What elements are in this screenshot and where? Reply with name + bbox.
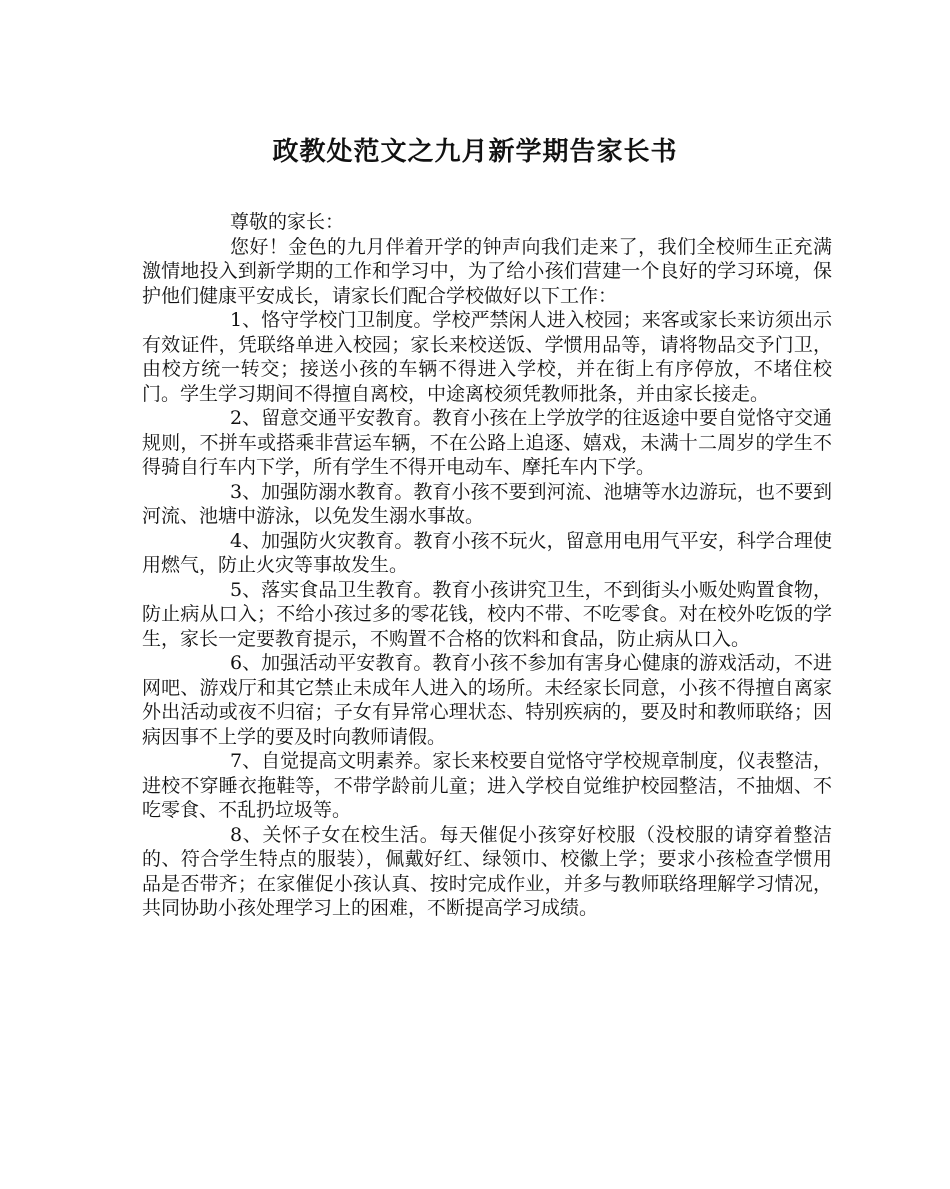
paragraph-item-5: 5、落实食品卫生教育。教育小孩讲究卫生，不到街头小贩处购置食物，防止病从口入；不给小孩过多的零花钱，校内不带、不吃零食。对在校外吃饭的学生，家长一定要教育提示，不购置不合格的饮料和食品，防止病从口入。 xyxy=(142,578,832,650)
paragraph-item-8: 8、关怀子女在校生活。每天催促小孩穿好校服（没校服的请穿着整洁的、符合学生特点的服装），佩戴好红、绿领巾、校徽上学；要求小孩检查学惯用品是否带齐；在家催促小孩认真、按时完成作业，并多与教师联络理解学习情况，共同协助小孩处理学习上的困难，不断提高学习成绩。 xyxy=(142,823,832,919)
document-title: 政教处范文之九月新学期告家长书 xyxy=(272,137,678,167)
paragraph-greeting: 您好！金色的九月伴着开学的钟声向我们走来了，我们全校师生正充满激情地投入到新学期的工作和学习中，为了给小孩们营建一个良好的学习环境，保护他们健康平安成长，请家长们配合学校做好以下工作： xyxy=(142,235,832,307)
paragraph-item-4: 4、加强防火灾教育。教育小孩不玩火，留意用电用气平安，科学合理使用燃气，防止火灾等事故发生。 xyxy=(142,529,832,576)
document-body xyxy=(142,210,832,921)
paragraph-item-7: 7、自觉提高文明素养。家长来校要自觉恪守学校规章制度，仪表整洁，进校不穿睡衣拖鞋等，不带学龄前儿童；进入学校自觉维护校园整洁，不抽烟、不吃零食、不乱扔垃圾等。 xyxy=(142,750,832,821)
paragraph-item-6: 6、加强活动平安教育。教育小孩不参加有害身心健康的游戏活动，不进网吧、游戏厅和其它禁止未成年人进入的场所。未经家长同意，小孩不得擅自离家外出活动或夜不归宿；子女有异常心理状态、特别疾病的，要及时和教师联络；因病因事不上学的要及时向教师请假。 xyxy=(142,652,832,748)
salutation: 尊敬的家长： xyxy=(230,211,345,233)
paragraph-item-1: 1、恪守学校门卫制度。学校严禁闲人进入校园；来客或家长来访须出示有效证件，凭联络单进入校园；家长来校送饭、学惯用品等，请将物品交予门卫，由校方统一转交；接送小孩的车辆不得进入学校，并在街上有序停放，不堵住校门。学生学习期间不得擅自离校，中途离校须凭教师批条，并由家长接走。 xyxy=(142,309,832,405)
paragraph-item-2: 2、留意交通平安教育。教育小孩在上学放学的往返途中要自觉恪守交通规则，不拼车或搭乘非营运车辆，不在公路上追逐、嬉戏，未满十二周岁的学生不得骑自行车内下学，所有学生不得开电动车、摩托车内下学。 xyxy=(142,407,832,478)
paragraph-item-3: 3、加强防溺水教育。教育小孩不要到河流、池塘等水边游玩，也不要到河流、池塘中游泳，以免发生溺水事故。 xyxy=(142,480,832,527)
